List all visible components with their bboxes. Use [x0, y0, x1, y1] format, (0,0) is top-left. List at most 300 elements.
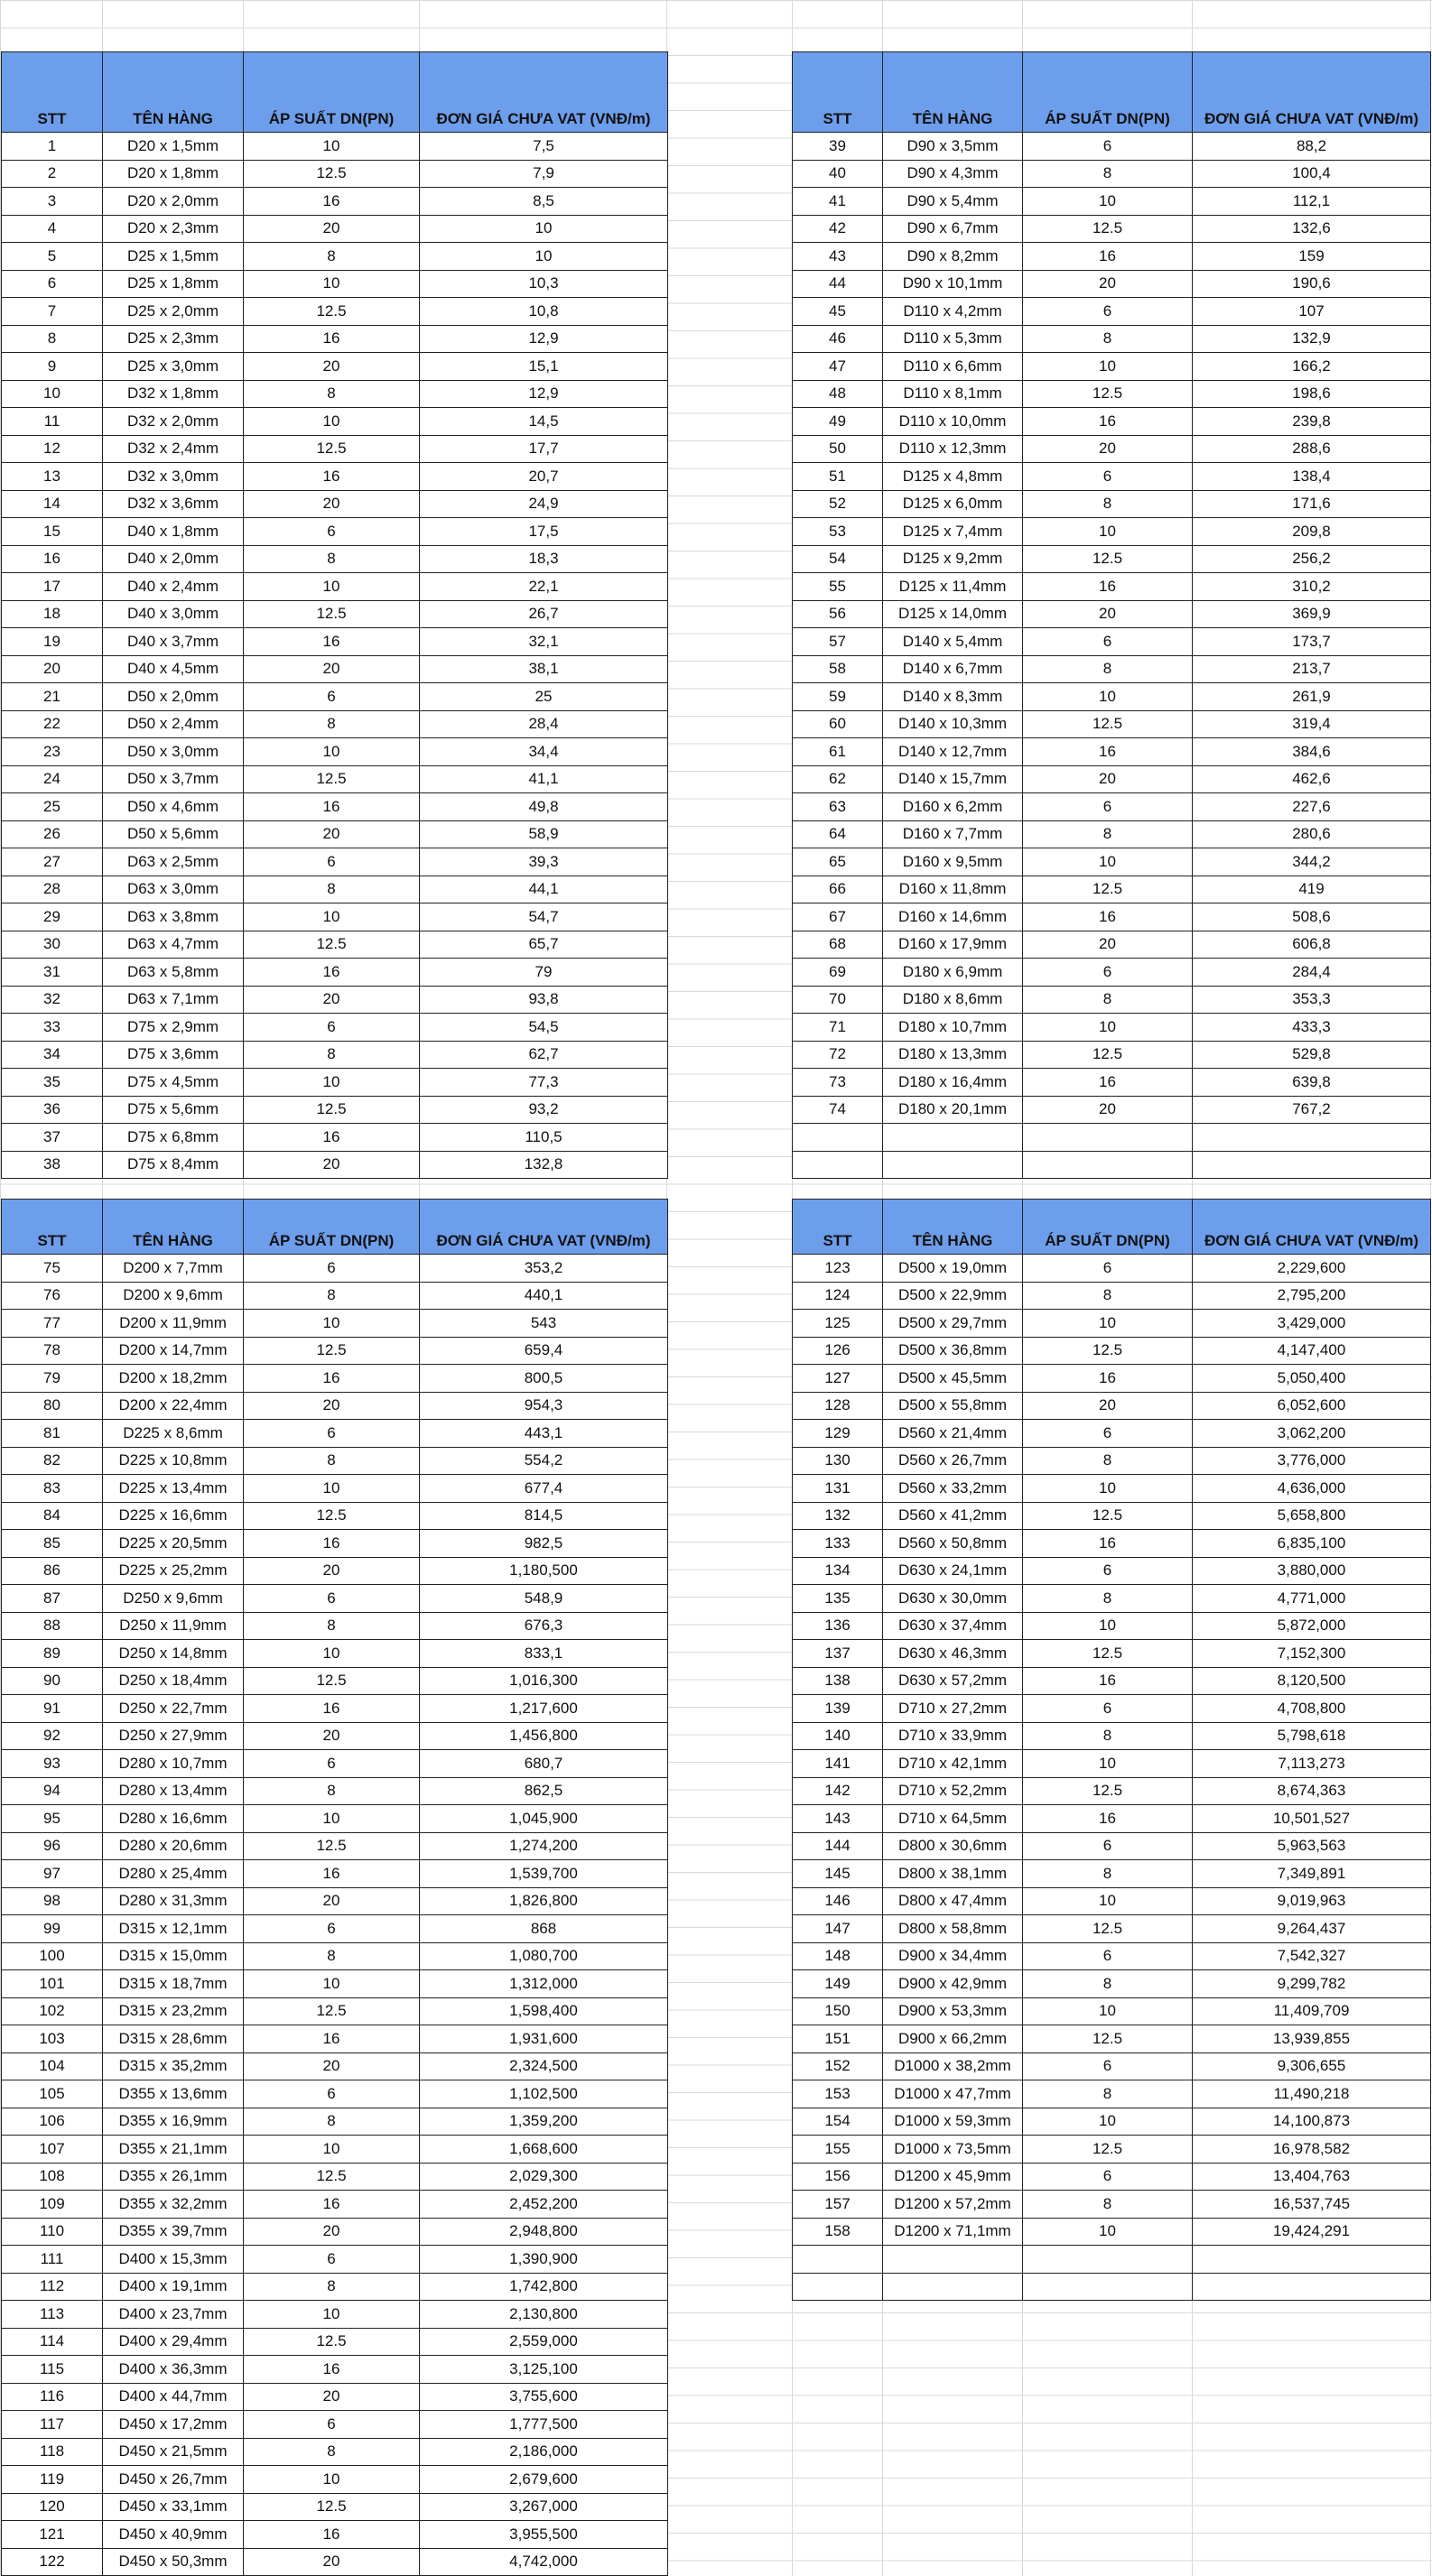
pressure-cell[interactable]: 12.5	[244, 600, 420, 628]
product-name-cell[interactable]: D355 x 13,6mm	[103, 2080, 244, 2108]
stt-cell[interactable]: 16	[2, 545, 103, 573]
product-name-cell[interactable]: D225 x 8,6mm	[103, 1420, 244, 1448]
price-cell[interactable]: 41,1	[420, 765, 668, 793]
product-name-cell[interactable]: D315 x 12,1mm	[103, 1915, 244, 1943]
product-name-cell[interactable]: D180 x 6,9mm	[883, 959, 1023, 987]
price-cell[interactable]: 12,9	[420, 380, 668, 408]
product-name-cell[interactable]: D560 x 50,8mm	[883, 1530, 1023, 1558]
stt-cell[interactable]: 124	[793, 1282, 883, 1310]
product-name-cell[interactable]: D180 x 16,4mm	[883, 1069, 1023, 1097]
stt-cell[interactable]: 15	[2, 518, 103, 546]
pressure-cell[interactable]: 8	[1023, 490, 1193, 518]
price-cell[interactable]: 353,3	[1193, 986, 1431, 1014]
product-name-cell[interactable]: D20 x 1,5mm	[103, 133, 244, 161]
stt-cell[interactable]: 128	[793, 1392, 883, 1420]
stt-cell[interactable]: 21	[2, 683, 103, 711]
product-name-cell[interactable]: D125 x 4,8mm	[883, 463, 1023, 491]
stt-cell[interactable]: 155	[793, 2136, 883, 2164]
stt-cell[interactable]: 93	[2, 1750, 103, 1778]
price-cell[interactable]: 7,9	[420, 160, 668, 188]
stt-cell[interactable]: 136	[793, 1612, 883, 1640]
price-cell[interactable]: 419	[1193, 876, 1431, 903]
price-cell[interactable]: 1,045,900	[420, 1805, 668, 1833]
stt-cell[interactable]: 11	[2, 408, 103, 436]
price-cell[interactable]: 112,1	[1193, 188, 1431, 216]
product-name-cell[interactable]: D250 x 11,9mm	[103, 1612, 244, 1640]
pressure-cell[interactable]: 12.5	[1023, 1041, 1193, 1069]
stt-cell[interactable]: 67	[793, 903, 883, 931]
stt-cell[interactable]: 63	[793, 793, 883, 821]
pressure-cell[interactable]: 8	[1023, 1585, 1193, 1613]
stt-cell[interactable]: 113	[2, 2301, 103, 2329]
pressure-cell[interactable]: 16	[244, 1365, 420, 1393]
price-cell[interactable]: 7,113,273	[1193, 1750, 1431, 1778]
stt-cell[interactable]: 43	[793, 243, 883, 271]
product-name-cell[interactable]: D630 x 24,1mm	[883, 1557, 1023, 1585]
pressure-cell[interactable]: 12.5	[1023, 380, 1193, 408]
pressure-cell[interactable]: 10	[1023, 518, 1193, 546]
pressure-cell[interactable]: 16	[244, 628, 420, 656]
price-cell[interactable]: 548,9	[420, 1585, 668, 1613]
price-cell[interactable]: 4,636,000	[1193, 1475, 1431, 1503]
product-name-cell[interactable]: D40 x 3,7mm	[103, 628, 244, 656]
price-cell[interactable]: 10,501,527	[1193, 1805, 1431, 1833]
price-cell[interactable]: 54,7	[420, 903, 668, 931]
pressure-cell[interactable]: 12.5	[244, 1832, 420, 1860]
pressure-cell[interactable]: 10	[1023, 1475, 1193, 1503]
product-name-cell[interactable]: D400 x 29,4mm	[103, 2328, 244, 2356]
stt-cell[interactable]: 47	[793, 353, 883, 381]
product-name-cell[interactable]: D50 x 2,4mm	[103, 710, 244, 738]
product-name-cell[interactable]: D250 x 18,4mm	[103, 1667, 244, 1695]
price-cell[interactable]: 14,100,873	[1193, 2108, 1431, 2136]
product-name-cell[interactable]: D75 x 6,8mm	[103, 1124, 244, 1152]
stt-cell[interactable]: 83	[2, 1475, 103, 1503]
stt-cell[interactable]: 19	[2, 628, 103, 656]
pressure-cell[interactable]: 10	[1023, 1612, 1193, 1640]
pressure-cell[interactable]: 8	[1023, 325, 1193, 353]
product-name-cell[interactable]: D140 x 12,7mm	[883, 738, 1023, 766]
product-name-cell[interactable]: D32 x 2,0mm	[103, 408, 244, 436]
stt-cell[interactable]: 5	[2, 243, 103, 271]
price-cell[interactable]: 814,5	[420, 1502, 668, 1530]
product-name-cell[interactable]: D225 x 25,2mm	[103, 1557, 244, 1585]
product-name-cell[interactable]: D630 x 46,3mm	[883, 1640, 1023, 1668]
price-cell[interactable]: 2,452,200	[420, 2191, 668, 2219]
pressure-cell[interactable]	[1023, 2246, 1193, 2274]
pressure-cell[interactable]: 8	[244, 1777, 420, 1805]
product-name-cell[interactable]: D25 x 2,0mm	[103, 298, 244, 326]
pressure-cell[interactable]: 8	[244, 1282, 420, 1310]
pressure-cell[interactable]: 8	[1023, 1970, 1193, 1998]
product-name-cell[interactable]: D500 x 36,8mm	[883, 1337, 1023, 1365]
price-cell[interactable]: 284,4	[1193, 959, 1431, 987]
product-name-cell[interactable]: D200 x 18,2mm	[103, 1365, 244, 1393]
pressure-cell[interactable]	[1023, 1124, 1193, 1152]
stt-cell[interactable]: 8	[2, 325, 103, 353]
product-name-cell[interactable]: D25 x 2,3mm	[103, 325, 244, 353]
price-cell[interactable]: 38,1	[420, 655, 668, 683]
product-name-cell[interactable]: D180 x 8,6mm	[883, 986, 1023, 1014]
pressure-cell[interactable]: 16	[244, 793, 420, 821]
product-name-cell[interactable]: D560 x 26,7mm	[883, 1447, 1023, 1475]
stt-cell[interactable]: 122	[2, 2548, 103, 2576]
pressure-cell[interactable]: 8	[244, 1612, 420, 1640]
pressure-cell[interactable]: 12.5	[1023, 1502, 1193, 1530]
product-name-cell[interactable]: D400 x 36,3mm	[103, 2356, 244, 2384]
pressure-cell[interactable]: 6	[1023, 793, 1193, 821]
pressure-cell[interactable]: 6	[244, 2246, 420, 2274]
pressure-cell[interactable]: 12.5	[244, 1997, 420, 2025]
pressure-cell[interactable]: 10	[1023, 683, 1193, 711]
pressure-cell[interactable]: 10	[1023, 848, 1193, 876]
product-name-cell[interactable]: D630 x 30,0mm	[883, 1585, 1023, 1613]
product-name-cell[interactable]: D40 x 4,5mm	[103, 655, 244, 683]
price-cell[interactable]: 256,2	[1193, 545, 1431, 573]
product-name-cell[interactable]: D800 x 58,8mm	[883, 1915, 1023, 1943]
stt-cell[interactable]: 149	[793, 1970, 883, 1998]
price-cell[interactable]: 2,559,000	[420, 2328, 668, 2356]
price-cell[interactable]: 1,742,800	[420, 2273, 668, 2301]
price-cell[interactable]: 1,390,900	[420, 2246, 668, 2274]
price-cell[interactable]: 1,539,700	[420, 1860, 668, 1888]
pressure-cell[interactable]: 16	[244, 2025, 420, 2053]
stt-cell[interactable]: 153	[793, 2080, 883, 2108]
product-name-cell[interactable]: D40 x 3,0mm	[103, 600, 244, 628]
stt-cell[interactable]: 151	[793, 2025, 883, 2053]
product-name-cell[interactable]: D40 x 2,0mm	[103, 545, 244, 573]
stt-cell[interactable]: 146	[793, 1887, 883, 1915]
price-cell[interactable]: 862,5	[420, 1777, 668, 1805]
price-cell[interactable]: 606,8	[1193, 931, 1431, 959]
stt-cell[interactable]	[793, 1124, 883, 1152]
stt-cell[interactable]: 97	[2, 1860, 103, 1888]
price-cell[interactable]: 25	[420, 683, 668, 711]
stt-cell[interactable]: 109	[2, 2191, 103, 2219]
product-name-cell[interactable]: D90 x 10,1mm	[883, 270, 1023, 298]
pressure-cell[interactable]: 8	[1023, 1282, 1193, 1310]
stt-cell[interactable]: 14	[2, 490, 103, 518]
pressure-cell[interactable]: 6	[244, 518, 420, 546]
product-name-cell[interactable]: D400 x 19,1mm	[103, 2273, 244, 2301]
product-name-cell[interactable]: D180 x 10,7mm	[883, 1014, 1023, 1042]
pressure-cell[interactable]: 10	[244, 1475, 420, 1503]
stt-cell[interactable]: 148	[793, 1942, 883, 1970]
pressure-cell[interactable]: 8	[1023, 2080, 1193, 2108]
stt-cell[interactable]: 75	[2, 1255, 103, 1283]
pressure-cell[interactable]: 16	[244, 959, 420, 987]
stt-cell[interactable]: 134	[793, 1557, 883, 1585]
price-cell[interactable]: 2,029,300	[420, 2163, 668, 2191]
stt-cell[interactable]: 53	[793, 518, 883, 546]
stt-cell[interactable]: 118	[2, 2438, 103, 2466]
pressure-cell[interactable]: 6	[1023, 1255, 1193, 1283]
price-cell[interactable]: 369,9	[1193, 600, 1431, 628]
product-name-cell[interactable]: D125 x 9,2mm	[883, 545, 1023, 573]
product-name-cell[interactable]: D500 x 55,8mm	[883, 1392, 1023, 1420]
stt-cell[interactable]: 34	[2, 1041, 103, 1069]
price-cell[interactable]: 3,755,600	[420, 2383, 668, 2411]
product-name-cell[interactable]: D500 x 29,7mm	[883, 1310, 1023, 1338]
product-name-cell[interactable]: D140 x 6,7mm	[883, 655, 1023, 683]
stt-cell[interactable]: 154	[793, 2108, 883, 2136]
pressure-cell[interactable]: 16	[244, 1530, 420, 1558]
pressure-cell[interactable]: 10	[244, 2466, 420, 2494]
product-name-cell[interactable]: D32 x 2,4mm	[103, 435, 244, 463]
price-cell[interactable]: 22,1	[420, 573, 668, 601]
price-cell[interactable]: 17,7	[420, 435, 668, 463]
price-cell[interactable]: 49,8	[420, 793, 668, 821]
price-cell[interactable]: 7,542,327	[1193, 1942, 1431, 1970]
price-cell[interactable]: 3,062,200	[1193, 1420, 1431, 1448]
price-cell[interactable]: 353,2	[420, 1255, 668, 1283]
pressure-cell[interactable]: 12.5	[244, 298, 420, 326]
price-cell[interactable]: 261,9	[1193, 683, 1431, 711]
price-cell[interactable]: 1,456,800	[420, 1722, 668, 1750]
product-name-cell[interactable]: D20 x 2,3mm	[103, 215, 244, 243]
pressure-cell[interactable]: 10	[1023, 2108, 1193, 2136]
price-cell[interactable]: 13,404,763	[1193, 2163, 1431, 2191]
pressure-cell[interactable]: 6	[244, 848, 420, 876]
pressure-cell[interactable]: 6	[1023, 2163, 1193, 2191]
price-cell[interactable]: 159	[1193, 243, 1431, 271]
stt-cell[interactable]: 39	[793, 133, 883, 161]
price-cell[interactable]: 15,1	[420, 353, 668, 381]
pressure-cell[interactable]: 20	[244, 2052, 420, 2080]
product-name-cell[interactable]: D630 x 57,2mm	[883, 1667, 1023, 1695]
pressure-cell[interactable]: 12.5	[244, 1096, 420, 1124]
product-name-cell[interactable]: D1200 x 71,1mm	[883, 2218, 1023, 2246]
product-name-cell[interactable]: D225 x 16,6mm	[103, 1502, 244, 1530]
product-name-cell[interactable]: D560 x 33,2mm	[883, 1475, 1023, 1503]
stt-cell[interactable]: 22	[2, 710, 103, 738]
product-name-cell[interactable]: D90 x 3,5mm	[883, 133, 1023, 161]
stt-cell[interactable]: 90	[2, 1667, 103, 1695]
price-cell[interactable]: 11,490,218	[1193, 2080, 1431, 2108]
product-name-cell[interactable]	[883, 1151, 1023, 1179]
product-name-cell[interactable]: D25 x 1,5mm	[103, 243, 244, 271]
pressure-cell[interactable]: 20	[244, 2218, 420, 2246]
product-name-cell[interactable]: D225 x 13,4mm	[103, 1475, 244, 1503]
product-name-cell[interactable]: D500 x 45,5mm	[883, 1365, 1023, 1393]
stt-cell[interactable]: 102	[2, 1997, 103, 2025]
stt-cell[interactable]: 98	[2, 1887, 103, 1915]
stt-cell[interactable]: 119	[2, 2466, 103, 2494]
product-name-cell[interactable]: D400 x 44,7mm	[103, 2383, 244, 2411]
price-cell[interactable]: 11,409,709	[1193, 1997, 1431, 2025]
price-cell[interactable]: 543	[420, 1310, 668, 1338]
product-name-cell[interactable]: D315 x 23,2mm	[103, 1997, 244, 2025]
price-cell[interactable]: 7,349,891	[1193, 1860, 1431, 1888]
stt-cell[interactable]: 40	[793, 160, 883, 188]
price-cell[interactable]: 13,939,855	[1193, 2025, 1431, 2053]
product-name-cell[interactable]: D450 x 21,5mm	[103, 2438, 244, 2466]
product-name-cell[interactable]: D250 x 27,9mm	[103, 1722, 244, 1750]
price-cell[interactable]	[1193, 1124, 1431, 1152]
stt-cell[interactable]: 4	[2, 215, 103, 243]
product-name-cell[interactable]: D90 x 8,2mm	[883, 243, 1023, 271]
price-cell[interactable]: 10	[420, 243, 668, 271]
stt-cell[interactable]: 29	[2, 903, 103, 931]
stt-cell[interactable]: 38	[2, 1151, 103, 1179]
stt-cell[interactable]: 114	[2, 2328, 103, 2356]
price-cell[interactable]: 14,5	[420, 408, 668, 436]
stt-cell[interactable]: 89	[2, 1640, 103, 1668]
price-cell[interactable]: 26,7	[420, 600, 668, 628]
stt-cell[interactable]: 120	[2, 2493, 103, 2521]
price-cell[interactable]: 3,880,000	[1193, 1557, 1431, 1585]
stt-cell[interactable]: 50	[793, 435, 883, 463]
price-cell[interactable]: 3,125,100	[420, 2356, 668, 2384]
pressure-cell[interactable]: 12.5	[244, 2328, 420, 2356]
stt-cell[interactable]: 42	[793, 215, 883, 243]
pressure-cell[interactable]: 6	[1023, 1420, 1193, 1448]
price-cell[interactable]	[1193, 2246, 1431, 2274]
product-name-cell[interactable]: D32 x 1,8mm	[103, 380, 244, 408]
stt-cell[interactable]: 72	[793, 1041, 883, 1069]
pressure-cell[interactable]: 12.5	[244, 2493, 420, 2521]
product-name-cell[interactable]: D160 x 6,2mm	[883, 793, 1023, 821]
price-cell[interactable]: 173,7	[1193, 628, 1431, 656]
product-name-cell[interactable]: D315 x 35,2mm	[103, 2052, 244, 2080]
product-name-cell[interactable]: D280 x 20,6mm	[103, 1832, 244, 1860]
product-name-cell[interactable]: D20 x 2,0mm	[103, 188, 244, 216]
pressure-cell[interactable]: 16	[1023, 1365, 1193, 1393]
price-cell[interactable]: 462,6	[1193, 765, 1431, 793]
stt-cell[interactable]: 138	[793, 1667, 883, 1695]
pressure-cell[interactable]: 6	[1023, 1695, 1193, 1723]
price-cell[interactable]: 5,050,400	[1193, 1365, 1431, 1393]
price-cell[interactable]: 2,186,000	[420, 2438, 668, 2466]
product-name-cell[interactable]: D355 x 39,7mm	[103, 2218, 244, 2246]
price-cell[interactable]: 5,872,000	[1193, 1612, 1431, 1640]
price-cell[interactable]	[1193, 2273, 1431, 2301]
price-cell[interactable]: 833,1	[420, 1640, 668, 1668]
product-name-cell[interactable]: D200 x 14,7mm	[103, 1337, 244, 1365]
price-cell[interactable]: 508,6	[1193, 903, 1431, 931]
stt-cell[interactable]: 85	[2, 1530, 103, 1558]
stt-cell[interactable]: 36	[2, 1096, 103, 1124]
product-name-cell[interactable]: D160 x 14,6mm	[883, 903, 1023, 931]
price-cell[interactable]: 6,052,600	[1193, 1392, 1431, 1420]
product-name-cell[interactable]: D500 x 22,9mm	[883, 1282, 1023, 1310]
pressure-cell[interactable]: 8	[1023, 820, 1193, 848]
stt-cell[interactable]: 80	[2, 1392, 103, 1420]
pressure-cell[interactable]: 6	[1023, 133, 1193, 161]
stt-cell[interactable]: 110	[2, 2218, 103, 2246]
stt-cell[interactable]: 31	[2, 959, 103, 987]
product-name-cell[interactable]: D50 x 3,0mm	[103, 738, 244, 766]
price-cell[interactable]: 132,8	[420, 1151, 668, 1179]
product-name-cell[interactable]: D1200 x 45,9mm	[883, 2163, 1023, 2191]
product-name-cell[interactable]: D560 x 21,4mm	[883, 1420, 1023, 1448]
stt-cell[interactable]: 140	[793, 1722, 883, 1750]
price-cell[interactable]: 8,120,500	[1193, 1667, 1431, 1695]
product-name-cell[interactable]: D225 x 20,5mm	[103, 1530, 244, 1558]
stt-cell[interactable]: 139	[793, 1695, 883, 1723]
product-name-cell[interactable]: D225 x 10,8mm	[103, 1447, 244, 1475]
pressure-cell[interactable]: 10	[244, 1805, 420, 1833]
stt-cell[interactable]: 135	[793, 1585, 883, 1613]
stt-cell[interactable]: 45	[793, 298, 883, 326]
price-cell[interactable]: 1,598,400	[420, 1997, 668, 2025]
stt-cell[interactable]: 68	[793, 931, 883, 959]
stt-cell[interactable]: 62	[793, 765, 883, 793]
pressure-cell[interactable]: 6	[244, 1585, 420, 1613]
price-cell[interactable]: 19,424,291	[1193, 2218, 1431, 2246]
pressure-cell[interactable]: 16	[244, 2356, 420, 2384]
pressure-cell[interactable]: 12.5	[244, 765, 420, 793]
price-cell[interactable]: 4,771,000	[1193, 1585, 1431, 1613]
product-name-cell[interactable]: D180 x 20,1mm	[883, 1096, 1023, 1124]
stt-cell[interactable]: 1	[2, 133, 103, 161]
stt-cell[interactable]: 144	[793, 1832, 883, 1860]
stt-cell[interactable]: 46	[793, 325, 883, 353]
stt-cell[interactable]: 7	[2, 298, 103, 326]
product-name-cell[interactable]: D250 x 22,7mm	[103, 1695, 244, 1723]
product-name-cell[interactable]: D20 x 1,8mm	[103, 160, 244, 188]
pressure-cell[interactable]: 6	[244, 1014, 420, 1042]
pressure-cell[interactable]: 6	[244, 1750, 420, 1778]
pressure-cell[interactable]: 20	[244, 490, 420, 518]
stt-cell[interactable]: 74	[793, 1096, 883, 1124]
stt-cell[interactable]: 152	[793, 2052, 883, 2080]
pressure-cell[interactable]: 12.5	[1023, 545, 1193, 573]
price-cell[interactable]: 280,6	[1193, 820, 1431, 848]
product-name-cell[interactable]: D75 x 2,9mm	[103, 1014, 244, 1042]
price-cell[interactable]: 6,835,100	[1193, 1530, 1431, 1558]
price-cell[interactable]: 7,152,300	[1193, 1640, 1431, 1668]
stt-cell[interactable]: 51	[793, 463, 883, 491]
price-cell[interactable]: 1,102,500	[420, 2080, 668, 2108]
product-name-cell[interactable]: D500 x 19,0mm	[883, 1255, 1023, 1283]
price-cell[interactable]: 443,1	[420, 1420, 668, 1448]
pressure-cell[interactable]: 10	[1023, 353, 1193, 381]
stt-cell[interactable]: 121	[2, 2521, 103, 2549]
product-name-cell[interactable]: D90 x 4,3mm	[883, 160, 1023, 188]
pressure-cell[interactable]: 12.5	[244, 2163, 420, 2191]
price-cell[interactable]: 1,080,700	[420, 1942, 668, 1970]
pressure-cell[interactable]: 10	[244, 573, 420, 601]
product-name-cell[interactable]: D40 x 2,4mm	[103, 573, 244, 601]
stt-cell[interactable]: 71	[793, 1014, 883, 1042]
pressure-cell[interactable]: 8	[244, 876, 420, 903]
price-cell[interactable]: 8,674,363	[1193, 1777, 1431, 1805]
price-cell[interactable]: 1,180,500	[420, 1557, 668, 1585]
product-name-cell[interactable]: D125 x 11,4mm	[883, 573, 1023, 601]
stt-cell[interactable]	[793, 2246, 883, 2274]
stt-cell[interactable]: 95	[2, 1805, 103, 1833]
price-cell[interactable]: 1,274,200	[420, 1832, 668, 1860]
product-name-cell[interactable]: D25 x 3,0mm	[103, 353, 244, 381]
product-name-cell[interactable]: D800 x 30,6mm	[883, 1832, 1023, 1860]
price-cell[interactable]: 868	[420, 1915, 668, 1943]
product-name-cell[interactable]: D900 x 53,3mm	[883, 1997, 1023, 2025]
price-cell[interactable]: 171,6	[1193, 490, 1431, 518]
stt-cell[interactable]: 126	[793, 1337, 883, 1365]
price-cell[interactable]: 7,5	[420, 133, 668, 161]
pressure-cell[interactable]	[1023, 1151, 1193, 1179]
price-cell[interactable]: 639,8	[1193, 1069, 1431, 1097]
pressure-cell[interactable]: 10	[244, 2301, 420, 2329]
price-cell[interactable]: 677,4	[420, 1475, 668, 1503]
product-name-cell[interactable]: D75 x 5,6mm	[103, 1096, 244, 1124]
price-cell[interactable]: 529,8	[1193, 1041, 1431, 1069]
stt-cell[interactable]: 111	[2, 2246, 103, 2274]
pressure-cell[interactable]: 6	[244, 2411, 420, 2439]
product-name-cell[interactable]: D160 x 11,8mm	[883, 876, 1023, 903]
pressure-cell[interactable]: 10	[244, 1310, 420, 1338]
